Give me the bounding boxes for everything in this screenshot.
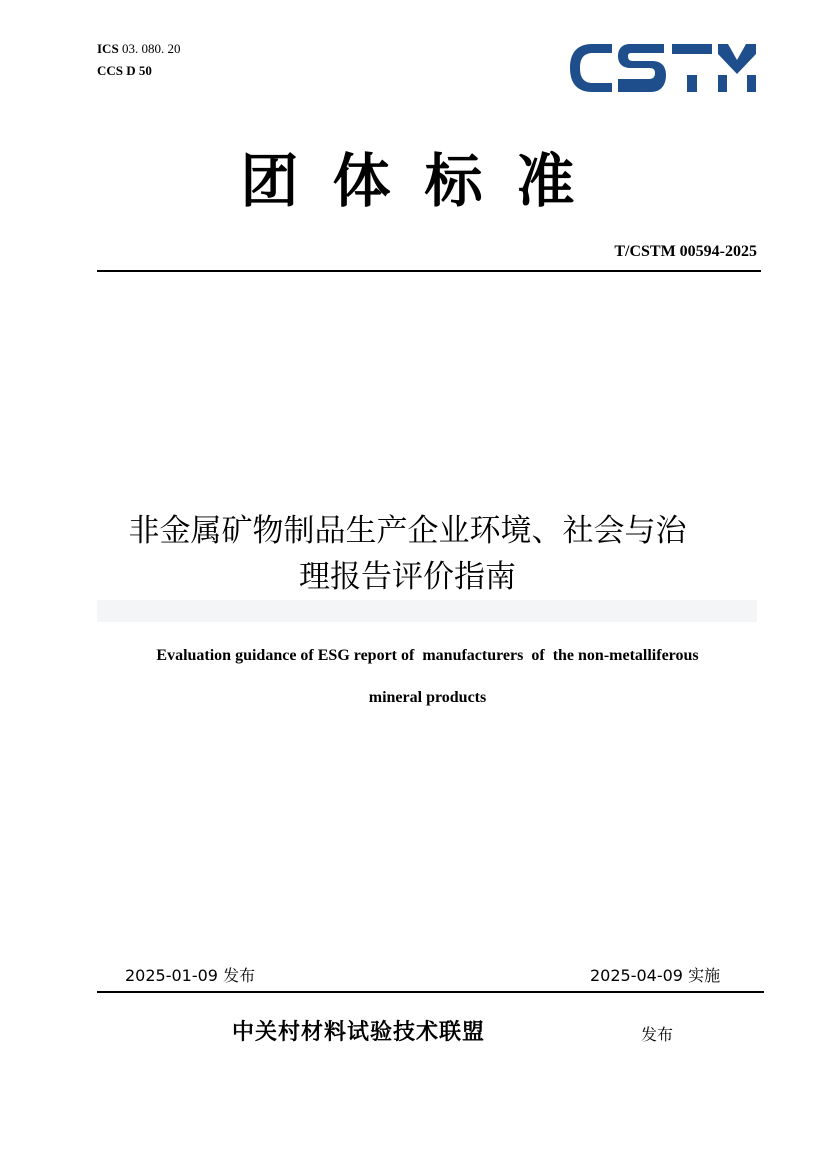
chinese-title-line-1: 非金属矿物制品生产企业环境、社会与治: [128, 513, 687, 549]
english-title-line-1: Evaluation guidance of ESG report of manufacturers of the non-metalliferous: [156, 647, 699, 664]
issue-label: 发布: [641, 1025, 674, 1044]
standard-number: T/CSTM 00594-2025: [614, 243, 757, 260]
top-divider: [97, 270, 761, 272]
bottom-divider: [97, 991, 764, 993]
ics-value: 03. 080. 20: [121, 41, 181, 56]
issuing-organization: 中关村材料试验技术联盟: [232, 1020, 486, 1045]
publish-date: 2025-01-09 发布: [125, 966, 256, 985]
ics-code: [97, 41, 180, 57]
chinese-title-line-2: 理报告评价指南: [299, 559, 516, 595]
english-title-line-2: mineral products: [368, 689, 487, 706]
chinese-title: [60, 508, 755, 600]
ics-label: ICS: [97, 41, 119, 56]
ccs-code: CCS D 50: [97, 63, 152, 78]
effective-date: 2025-04-09 实施: [590, 966, 721, 985]
document-type-title: 团体标准: [240, 147, 609, 215]
cstm-logo: [568, 40, 758, 96]
shaded-band: [97, 600, 757, 622]
